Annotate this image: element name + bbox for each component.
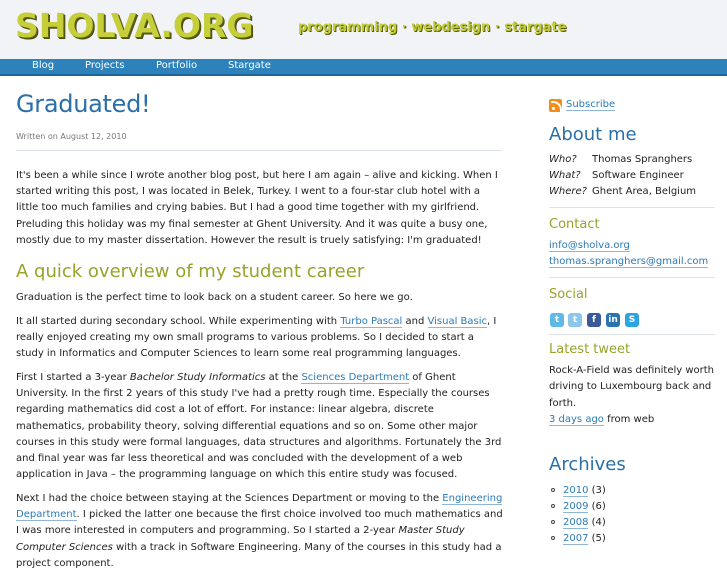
latest-tweet-title: Latest tweet bbox=[549, 342, 631, 357]
contact-email-gmail[interactable]: thomas.spranghers@gmail.com bbox=[549, 256, 709, 267]
archive-item bbox=[549, 517, 606, 528]
post-date: Written on August 12, 2010 bbox=[16, 132, 127, 141]
linkedin-icon[interactable]: in bbox=[606, 313, 620, 327]
nav-blog[interactable]: Blog bbox=[32, 60, 55, 71]
post-divider bbox=[16, 150, 502, 151]
text: with a track in Software Engineering. Many of the courses in this study had a project component. bbox=[16, 541, 502, 569]
skype-icon[interactable]: S bbox=[625, 313, 639, 327]
social-title: Social bbox=[549, 287, 588, 302]
about-value: Software Engineer bbox=[592, 170, 684, 181]
text: First I started a 3-year bbox=[16, 372, 130, 383]
intro-text-1: It's been a while since I wrote another blog post, but here I am again – alive and kicking. When I started writing this post, I was located in Belek, Turkey. I went to a four-star club hotel with a little too much families and crying babies. But I had a good time together with my girlfriend. bbox=[16, 170, 498, 214]
text: and bbox=[402, 316, 428, 327]
text: , I really enjoyed creating my own small programs to various problems. So I decided to start a study in Informatics and Computer Sciences to learn some real programming languages. bbox=[16, 316, 497, 360]
main-nav bbox=[0, 59, 727, 76]
facebook-icon[interactable]: f bbox=[587, 313, 601, 327]
intro-text-2: Preluding this holiday was my final semester at Ghent University. And it was quite a busy one, mostly due to my master dissertation. However the result is truely satisfying: I'm graduated! bbox=[16, 218, 488, 246]
latest-tweet bbox=[549, 363, 719, 428]
site-logo[interactable]: SHOLVA.ORG bbox=[15, 6, 254, 45]
contact-email-info[interactable]: info@sholva.org bbox=[549, 240, 630, 251]
site-tagline: programming · webdesign · stargate bbox=[298, 20, 567, 35]
post-content bbox=[16, 90, 504, 569]
emphasis: Bachelor Study Informatics bbox=[129, 372, 266, 383]
archive-item bbox=[549, 501, 606, 512]
rss-icon[interactable] bbox=[549, 99, 562, 112]
about-key: Who? bbox=[549, 154, 577, 165]
twitter-icon[interactable]: t bbox=[550, 313, 564, 327]
tweet-text: Rock-A-Field was definitely worth driving to Luxembourg back and forth. bbox=[549, 365, 715, 409]
about-where bbox=[549, 186, 696, 197]
text: It all started during secondary school. While experimenting with bbox=[16, 316, 341, 327]
text: . I picked the latter one because the first choice involved too much mathematics and I was more interested in computers and programming. So I started a 2-year bbox=[16, 509, 503, 537]
post-paragraph-graduation: Graduation is the perfect time to look back on a student career. So here we go. bbox=[16, 292, 413, 303]
link-engineering-department[interactable]: Engineering Department bbox=[16, 493, 503, 521]
post-paragraph-secondary bbox=[16, 314, 504, 363]
subscribe-link[interactable]: Subscribe bbox=[566, 99, 616, 110]
archive-count: (6) bbox=[591, 501, 606, 512]
bullet-icon bbox=[551, 520, 555, 524]
post-paragraph-master bbox=[16, 491, 504, 572]
tweet-time-link[interactable]: 3 days ago bbox=[549, 413, 604, 425]
nav-projects[interactable]: Projects bbox=[85, 60, 125, 71]
link-sciences-department[interactable]: Sciences Department bbox=[301, 372, 410, 383]
archive-item bbox=[549, 485, 606, 496]
archive-link-2007[interactable]: 2007 bbox=[563, 533, 589, 544]
bullet-icon bbox=[551, 504, 555, 508]
archive-link-2009[interactable]: 2009 bbox=[563, 501, 589, 512]
site-header bbox=[0, 0, 727, 59]
archive-link-2008[interactable]: 2008 bbox=[563, 517, 589, 528]
post-paragraph-intro bbox=[16, 168, 504, 249]
archives-title: Archives bbox=[549, 454, 626, 475]
archive-count: (3) bbox=[591, 485, 606, 496]
nav-portfolio[interactable]: Portfolio bbox=[156, 60, 198, 71]
bullet-icon bbox=[551, 536, 555, 540]
about-key: What? bbox=[549, 170, 581, 181]
nav-stargate[interactable]: Stargate bbox=[228, 60, 271, 71]
link-visual-basic[interactable]: Visual Basic bbox=[427, 316, 488, 327]
text: of Ghent University. In the first 2 years of this study I've had a pretty rough time. Especially the courses regarding mathematics did cost a lot of effort. For instance: linear algebra, discrete mathematics, probability theory, solving differential equations and so on. Some other major courses in this study were formal languages, data structures and algorithms. Fortunately the 3rd and final year was far less theoretical and was concluded with the development of a web application in Java – the programming language on which this entire study was focused. bbox=[16, 372, 502, 481]
divider bbox=[549, 207, 715, 208]
post-paragraph-bachelor bbox=[16, 370, 504, 483]
bullet-icon bbox=[551, 488, 555, 492]
contact-title: Contact bbox=[549, 217, 600, 232]
archive-count: (4) bbox=[591, 517, 606, 528]
archive-count: (5) bbox=[591, 533, 606, 544]
archive-item bbox=[549, 533, 606, 544]
twitter-alt-icon[interactable]: t bbox=[568, 313, 582, 327]
divider bbox=[549, 334, 715, 335]
about-what bbox=[549, 170, 684, 181]
section-title: A quick overview of my student career bbox=[16, 261, 365, 282]
about-title: About me bbox=[549, 124, 637, 145]
divider bbox=[549, 277, 715, 278]
link-turbo-pascal[interactable]: Turbo Pascal bbox=[340, 316, 403, 327]
post-title[interactable]: Graduated! bbox=[16, 90, 151, 118]
about-who bbox=[549, 154, 692, 165]
about-value: Thomas Spranghers bbox=[592, 154, 693, 165]
text: at the bbox=[265, 372, 302, 383]
text: Next I had the choice between staying at the Sciences Department or moving to the bbox=[16, 493, 443, 504]
archive-link-2010[interactable]: 2010 bbox=[563, 485, 589, 496]
emphasis: Master Study Computer Sciences bbox=[16, 525, 465, 553]
about-value: Ghent Area, Belgium bbox=[592, 186, 697, 197]
about-key: Where? bbox=[549, 186, 587, 197]
tweet-source: from web bbox=[607, 413, 655, 425]
